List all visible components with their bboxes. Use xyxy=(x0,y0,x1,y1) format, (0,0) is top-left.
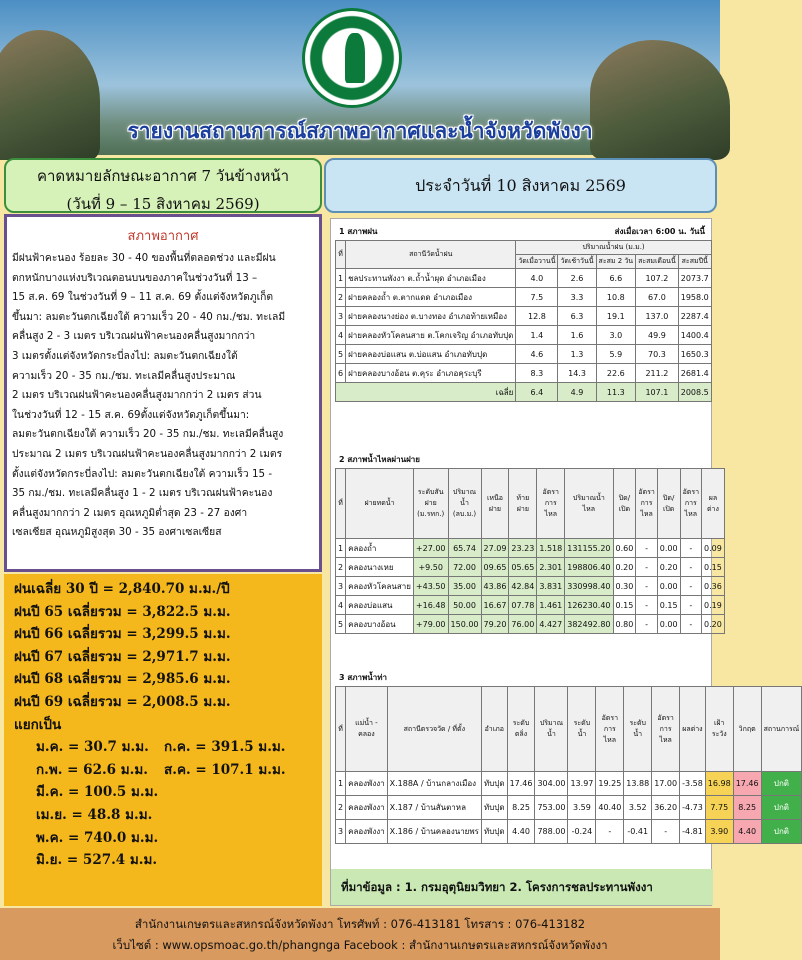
table-cell: 1650.3 xyxy=(678,345,711,364)
rain-table-sent: ส่งเมื่อเวลา 6:00 น. วันนี้ xyxy=(614,227,705,236)
table-cell: 2 xyxy=(336,558,346,577)
th: อัตราการไหล xyxy=(680,469,701,539)
th: ระดับตลิ่ง xyxy=(507,687,535,772)
table-cell: 17.46 xyxy=(507,772,535,796)
rain-table-title: 1 สภาพฝน xyxy=(339,227,378,236)
table-cell: 3.831 xyxy=(537,577,565,596)
weather-line: 35 กม./ชม. ทะเลมีคลื่นสูง 1 - 2 เมตร บริเวณฝนฟ้าคะนอง xyxy=(12,487,273,500)
rain-month-value xyxy=(164,781,292,804)
table-cell: 40.40 xyxy=(596,796,624,820)
weather-line: ขึ้นมา: ลมตะวันตกเฉียงใต้ ความเร็ว 20 - 40 กม./ชม. ทะเลมี xyxy=(12,310,286,323)
table-cell: 382492.80 xyxy=(565,615,613,634)
table-cell: 0.19 xyxy=(702,596,725,615)
footer xyxy=(0,908,720,960)
rain-table xyxy=(335,240,712,402)
table-cell: 8.3 xyxy=(516,364,558,383)
rain-avg30: ฝนเฉลี่ย 30 ปี = 2,840.70 ม.ม./ปี xyxy=(14,581,230,597)
table-cell: 2.301 xyxy=(537,558,565,577)
table-cell: 42.84 xyxy=(509,577,537,596)
report-date: ประจำวันที่ 10 สิงหาคม 2569 xyxy=(324,158,717,213)
weather-line: 2 เมตร บริเวณฝนฟ้าคะนองคลื่นสูงมากกว่า 2 เมตร ส่วน xyxy=(12,389,262,402)
table-cell: 05.65 xyxy=(509,558,537,577)
rain-month-value: ก.พ. = 62.6 ม.ม. xyxy=(36,761,148,778)
table-cell: 1.461 xyxy=(537,596,565,615)
page-title: รายงานสถานการณ์สภาพอากาศและน้ำจังหวัดพังงา xyxy=(127,119,593,143)
rain-years xyxy=(14,601,312,714)
table-cell: 0.30 xyxy=(613,577,636,596)
th: อัตราการไหล xyxy=(636,469,657,539)
table-cell: 07.78 xyxy=(509,596,537,615)
table-cell: - xyxy=(636,596,657,615)
th: ที่ xyxy=(336,469,346,539)
th: เฝ้าระวัง xyxy=(705,687,733,772)
table-cell: 50.00 xyxy=(448,596,481,615)
table-cell: 17.00 xyxy=(652,772,680,796)
table-cell: - xyxy=(636,539,657,558)
table-cell: 7.75 xyxy=(705,796,733,820)
river-table-block xyxy=(335,669,800,844)
table-cell: - xyxy=(680,539,701,558)
rain-month-value: มิ.ย. = 527.4 ม.ม. xyxy=(36,852,158,869)
weir-table xyxy=(335,468,725,634)
table-row xyxy=(336,596,725,615)
rain-month-row xyxy=(14,849,312,872)
table-cell: 0.20 xyxy=(613,558,636,577)
table-cell: 2008.5 xyxy=(678,383,711,402)
rain-year-line: ฝนปี 68 เฉลี่ยรวม = 2,985.6 ม.ม. xyxy=(14,671,231,688)
footer-website: เว็บไซต์ : www.opsmoac.go.th/phangnga Facebook : สำนักงานเกษตรและสหกรณ์จังหวัดพังงา xyxy=(112,938,608,952)
table-cell: 3.52 xyxy=(624,796,652,820)
th: อัตราการไหล xyxy=(596,687,624,772)
th: แม่น้ำ - คลอง xyxy=(346,687,388,772)
rain-month-value xyxy=(164,849,292,872)
table-cell: ทับปุด xyxy=(481,772,507,796)
table-cell: 0.36 xyxy=(702,577,725,596)
rain-year-line: ฝนปี 69 เฉลี่ยรวม = 2,008.5 ม.ม. xyxy=(14,693,231,710)
rain-month-value: พ.ค. = 740.0 ม.ม. xyxy=(36,829,159,846)
table-cell: 27.09 xyxy=(481,539,509,558)
rain-month-value: ก.ค. = 391.5 ม.ม. xyxy=(164,739,286,756)
weather-line: คลื่นสูงมากกว่า 2 เมตร อุณหภูมิต่ำสุด 23 - 27 องศา xyxy=(12,506,248,519)
weather-line: ตกหนักบางแห่งบริเวณตอนบนของภาคในช่วงวันที่ 13 – xyxy=(12,271,258,284)
table-cell: คลองพังงา xyxy=(346,820,388,844)
table-row xyxy=(336,364,712,383)
table-cell: 198806.40 xyxy=(565,558,613,577)
table-cell: 3 xyxy=(336,577,346,596)
table-cell: -3.58 xyxy=(680,772,706,796)
table-cell: 8.25 xyxy=(507,796,535,820)
table-cell: - xyxy=(596,820,624,844)
rain-year-line: ฝนปี 66 เฉลี่ยรวม = 3,299.5 ม.ม. xyxy=(14,626,231,643)
table-cell: 2681.4 xyxy=(678,364,711,383)
table-cell: 788.00 xyxy=(535,820,568,844)
table-cell: - xyxy=(680,577,701,596)
th: เหนือฝาย xyxy=(481,469,509,539)
table-cell: 0.60 xyxy=(613,539,636,558)
weather-line: ประมาณ 2 เมตร บริเวณฝนฟ้าคะนองคลื่นสูงมากกว่า 2 เมตร xyxy=(12,447,283,460)
th: สะสมปีนี้ xyxy=(678,255,711,269)
th: ระดับน้ำ xyxy=(568,687,596,772)
rain-month-row xyxy=(14,736,312,759)
table-cell: +79.00 xyxy=(413,615,448,634)
weather-line: ลมตะวันตกเฉียงใต้ ความเร็ว 20 - 35 กม./ชม. ทะเลมีคลื่นสูง xyxy=(12,428,284,441)
table-cell: ปกติ xyxy=(761,772,802,796)
rain-month-row xyxy=(14,804,312,827)
th: ผลต่าง xyxy=(680,687,706,772)
table-cell: ฝายคลองบ่อแสน ต.บ่อแสน อำเภอทับปุด xyxy=(346,345,516,364)
table-cell: คลองถ้ำ xyxy=(346,539,414,558)
table-cell: 4.40 xyxy=(733,820,761,844)
rain-month-value: เม.ย. = 48.8 ม.ม. xyxy=(36,806,153,823)
table-cell: 16.98 xyxy=(705,772,733,796)
weather-line: ตั้งแต่จังหวัดกระบี่ลงไป: ลมตะวันตกเฉียงใต้ ความเร็ว 15 - xyxy=(12,467,273,480)
table-cell: - xyxy=(636,558,657,577)
th: สถานีตรวจวัด / ที่ตั้ง xyxy=(387,687,481,772)
table-cell: 4.427 xyxy=(537,615,565,634)
table-cell: 4.40 xyxy=(507,820,535,844)
weather-title: สภาพอากาศ xyxy=(127,229,199,244)
table-cell: 36.20 xyxy=(652,796,680,820)
table-cell: คลองบ่อแสน xyxy=(346,596,414,615)
weather-panel xyxy=(4,214,322,572)
rain-month-value: มี.ค. = 100.5 ม.ม. xyxy=(36,784,159,801)
table-cell: +9.50 xyxy=(413,558,448,577)
table-cell: 1.4 xyxy=(516,326,558,345)
table-cell: +27.00 xyxy=(413,539,448,558)
table-cell: ปกติ xyxy=(761,796,802,820)
table-cell: 3.3 xyxy=(558,288,596,307)
th: ระดับสันฝาย (ม.รทก.) xyxy=(413,469,448,539)
table-cell: 3.59 xyxy=(568,796,596,820)
th: ที่ xyxy=(336,241,346,269)
th: ฝายทดน้ำ xyxy=(346,469,414,539)
table-cell: 0.00 xyxy=(657,539,680,558)
table-row xyxy=(336,288,712,307)
table-cell: 19.25 xyxy=(596,772,624,796)
table-cell: ฝายคลองนางย่อง ต.บางทอง อำเภอท้ายเหมือง xyxy=(346,307,516,326)
rain-month-row xyxy=(14,827,312,850)
forecast-line2: (วันที่ 9 – 15 สิงหาคม 2569) xyxy=(66,195,260,213)
table-cell: 6.3 xyxy=(558,307,596,326)
weather-line: มีฝนฟ้าคะนอง ร้อยละ 30 - 40 ของพื้นที่ตลอดช่วง และมีฝน xyxy=(12,252,276,264)
table-cell: 13.97 xyxy=(568,772,596,796)
table-cell: - xyxy=(680,615,701,634)
table-cell: 67.0 xyxy=(636,288,679,307)
table-cell: 0.20 xyxy=(657,558,680,577)
table-cell: -0.24 xyxy=(568,820,596,844)
table-cell: -4.81 xyxy=(680,820,706,844)
rain-table-block xyxy=(335,223,709,402)
table-cell: 150.00 xyxy=(448,615,481,634)
weather-line: 15 ส.ค. 69 ในช่วงวันที่ 9 – 11 ส.ค. 69 ตั้งแต่จังหวัดภูเก็ต xyxy=(12,291,274,304)
rain-split-label: แยกเป็น xyxy=(14,716,62,733)
table-cell: X.186 / บ้านคลองนายพร xyxy=(387,820,481,844)
th: ที่ xyxy=(336,687,346,772)
th: สะสม 2 วัน xyxy=(596,255,636,269)
table-cell: 1 xyxy=(336,539,346,558)
weather-text xyxy=(12,249,314,543)
header-banner xyxy=(0,0,720,155)
th: ผลต่าง xyxy=(702,469,725,539)
table-cell: 4.6 xyxy=(516,345,558,364)
table-cell: 23.23 xyxy=(509,539,537,558)
table-cell: 1.3 xyxy=(558,345,596,364)
table-row xyxy=(336,326,712,345)
table-cell: ชลประทานพังงา ต.ถ้ำน้ำผุด อำเภอเมือง xyxy=(346,269,516,288)
table-cell: ฝายคลองถ้ำ ต.ตากแดด อำเภอเมือง xyxy=(346,288,516,307)
rain-month-value xyxy=(164,804,292,827)
table-cell: 09.65 xyxy=(481,558,509,577)
rain-month-value xyxy=(164,827,292,850)
rain-months xyxy=(14,736,312,872)
table-cell: - xyxy=(636,615,657,634)
table-cell: 0.80 xyxy=(613,615,636,634)
table-cell: 79.20 xyxy=(481,615,509,634)
th: อัตราการไหล xyxy=(537,469,565,539)
table-cell: 4.0 xyxy=(516,269,558,288)
table-cell: 12.8 xyxy=(516,307,558,326)
th: ปริมาณน้ำ xyxy=(535,687,568,772)
table-cell: คลองบางอ้อน xyxy=(346,615,414,634)
table-cell: 330998.40 xyxy=(565,577,613,596)
table-cell: X.187 / บ้านสันตาหล xyxy=(387,796,481,820)
table-cell: 6.4 xyxy=(516,383,558,402)
weather-line: ความเร็ว 20 - 35 กม./ชม. ทะเลมีคลื่นสูงประมาณ xyxy=(12,369,236,382)
table-cell: 6.6 xyxy=(596,269,636,288)
table-cell: 4 xyxy=(336,596,346,615)
table-row xyxy=(336,772,802,796)
th: สถานีวัดน้ำฝน xyxy=(346,241,516,269)
table-cell: 19.1 xyxy=(596,307,636,326)
th: อัตราการไหล xyxy=(652,687,680,772)
table-cell: คลองพังงา xyxy=(346,796,388,820)
table-cell: - xyxy=(636,577,657,596)
table-cell: 16.67 xyxy=(481,596,509,615)
table-cell: ฝายคลองหัวโคลนสาย ต.โคกเจริญ อำเภอทับปุด xyxy=(346,326,516,345)
table-cell: +16.48 xyxy=(413,596,448,615)
table-cell: 1 xyxy=(336,772,346,796)
table-cell: 70.3 xyxy=(636,345,679,364)
weather-line: ในช่วงวันที่ 12 - 15 ส.ค. 69ตั้งแต่จังหวัดภูเก็ตขึ้นมา: xyxy=(12,408,250,421)
table-cell: - xyxy=(680,596,701,615)
table-cell: +43.50 xyxy=(413,577,448,596)
weir-table-block xyxy=(335,451,722,634)
weather-line: 3 เมตรตั้งแต่จังหวัดกระบี่ลงไป: ลมตะวันตกเฉียงใต้ xyxy=(12,349,238,362)
table-cell: 1958.0 xyxy=(678,288,711,307)
table-cell: 0.15 xyxy=(657,596,680,615)
table-cell: คลองนางเหย xyxy=(346,558,414,577)
th: ท้ายฝาย xyxy=(509,469,537,539)
table-row-average xyxy=(336,383,712,402)
table-cell: ทับปุด xyxy=(481,796,507,820)
table-cell: 43.86 xyxy=(481,577,509,596)
weather-line: เซลเซียส อุณหภูมิสูงสุด 30 - 35 องศาเซลเซียส xyxy=(12,526,222,539)
table-cell: 2 xyxy=(336,288,346,307)
th: สถานการณ์ xyxy=(761,687,802,772)
table-cell: 3 xyxy=(336,820,346,844)
th: ปริมาณน้ำฝน (ม.ม.) xyxy=(516,241,711,255)
th: ระดับน้ำ xyxy=(624,687,652,772)
weather-line: คลื่นสูง 2 - 3 เมตร บริเวณฝนฟ้าคะนองคลื่นสูงมากกว่า xyxy=(12,330,256,343)
rain-year-line: ฝนปี 67 เฉลี่ยรวม = 2,971.7 ม.ม. xyxy=(14,648,231,665)
table-cell: ทับปุด xyxy=(481,820,507,844)
table-cell: 1.518 xyxy=(537,539,565,558)
th: ปิด/เปิด xyxy=(657,469,680,539)
ministry-logo-icon xyxy=(302,8,402,108)
table-row xyxy=(336,539,725,558)
rain-month-row xyxy=(14,759,312,782)
table-cell: 211.2 xyxy=(636,364,679,383)
table-cell: คลองพังงา xyxy=(346,772,388,796)
table-row xyxy=(336,345,712,364)
table-cell: 0.15 xyxy=(702,558,725,577)
table-cell: 0.20 xyxy=(702,615,725,634)
table-cell: 2287.4 xyxy=(678,307,711,326)
table-row xyxy=(336,615,725,634)
rain-summary-panel xyxy=(4,574,322,906)
table-cell: 3.0 xyxy=(596,326,636,345)
table-cell: 137.0 xyxy=(636,307,679,326)
table-cell: 0.15 xyxy=(613,596,636,615)
table-row xyxy=(336,820,802,844)
th: อำเภอ xyxy=(481,687,507,772)
table-cell: 35.00 xyxy=(448,577,481,596)
rain-month-value: ม.ค. = 30.7 ม.ม. xyxy=(36,739,149,756)
table-cell: 753.00 xyxy=(535,796,568,820)
th: ปริมาณน้ำไหล xyxy=(565,469,613,539)
river-table xyxy=(335,686,802,844)
th: วัดเช้าวันนี้ xyxy=(558,255,596,269)
table-cell: 131155.20 xyxy=(565,539,613,558)
table-cell: 107.1 xyxy=(636,383,679,402)
table-cell: 14.3 xyxy=(558,364,596,383)
table-row xyxy=(336,558,725,577)
table-cell: 17.46 xyxy=(733,772,761,796)
table-cell: -4.73 xyxy=(680,796,706,820)
table-cell: 0.00 xyxy=(657,615,680,634)
table-cell: 1.6 xyxy=(558,326,596,345)
table-cell: 5 xyxy=(336,615,346,634)
weir-table-title: 2 สภาพน้ำไหลผ่านฝาย xyxy=(339,455,420,464)
table-cell: 1400.4 xyxy=(678,326,711,345)
table-cell: 2.6 xyxy=(558,269,596,288)
table-cell: 4.9 xyxy=(558,383,596,402)
table-cell: 5 xyxy=(336,345,346,364)
table-cell: ฝายคลองบางอ้อน ต.คุระ อำเภอคุระบุรี xyxy=(346,364,516,383)
forecast-line1: คาดหมายลักษณะอากาศ 7 วันข้างหน้า xyxy=(36,167,290,185)
table-row xyxy=(336,577,725,596)
table-cell: 0.09 xyxy=(702,539,725,558)
footer-contact: สำนักงานเกษตรและสหกรณ์จังหวัดพังงา โทรศัพท์ : 076-413181 โทรสาร : 076-413182 xyxy=(134,917,586,931)
th: ปริมาณน้ำ (ลบ.ม.) xyxy=(448,469,481,539)
table-cell: 4 xyxy=(336,326,346,345)
table-cell: 13.88 xyxy=(624,772,652,796)
table-cell: 7.5 xyxy=(516,288,558,307)
table-row xyxy=(336,269,712,288)
table-cell: 304.00 xyxy=(535,772,568,796)
th: สะสมเดือนนี้ xyxy=(636,255,679,269)
tables-panel xyxy=(330,218,800,906)
table-row xyxy=(336,796,802,820)
rain-year-line: ฝนปี 65 เฉลี่ยรวม = 3,822.5 ม.ม. xyxy=(14,603,231,620)
table-cell: 2 xyxy=(336,796,346,820)
table-cell: 10.8 xyxy=(596,288,636,307)
table-cell: คลองหัวโคลนสาย xyxy=(346,577,414,596)
table-cell: 11.3 xyxy=(596,383,636,402)
table-cell: X.188A / บ้านกลางเมือง xyxy=(387,772,481,796)
table-cell: - xyxy=(680,558,701,577)
table-cell: ปกติ xyxy=(761,820,802,844)
rain-month-value: ส.ค. = 107.1 ม.ม. xyxy=(164,761,286,778)
table-cell: 76.00 xyxy=(509,615,537,634)
table-cell: 6 xyxy=(336,364,346,383)
table-cell: 49.9 xyxy=(636,326,679,345)
table-cell: 0.00 xyxy=(657,577,680,596)
table-cell: 107.2 xyxy=(636,269,679,288)
table-cell: - xyxy=(652,820,680,844)
table-cell: เฉลี่ย xyxy=(336,383,516,402)
th: ปิด/เปิด xyxy=(613,469,636,539)
table-cell: 3 xyxy=(336,307,346,326)
data-source: ที่มาข้อมูล : 1. กรมอุตุนิยมวิทยา 2. โครงการชลประทานพังงา xyxy=(331,869,713,905)
river-table-title: 3 สภาพน้ำท่า xyxy=(339,673,387,682)
table-cell: 65.74 xyxy=(448,539,481,558)
table-row xyxy=(336,307,712,326)
table-cell: 8.25 xyxy=(733,796,761,820)
table-cell: 2073.7 xyxy=(678,269,711,288)
th: วัดเมื่อวานนี้ xyxy=(516,255,558,269)
rain-month-row xyxy=(14,781,312,804)
table-cell: 72.00 xyxy=(448,558,481,577)
th: วิกฤต xyxy=(733,687,761,772)
table-cell: -0.41 xyxy=(624,820,652,844)
forecast-heading xyxy=(4,158,322,213)
table-cell: 126230.40 xyxy=(565,596,613,615)
table-cell: 3.90 xyxy=(705,820,733,844)
table-cell: 5.9 xyxy=(596,345,636,364)
table-cell: 22.6 xyxy=(596,364,636,383)
table-cell: 1 xyxy=(336,269,346,288)
